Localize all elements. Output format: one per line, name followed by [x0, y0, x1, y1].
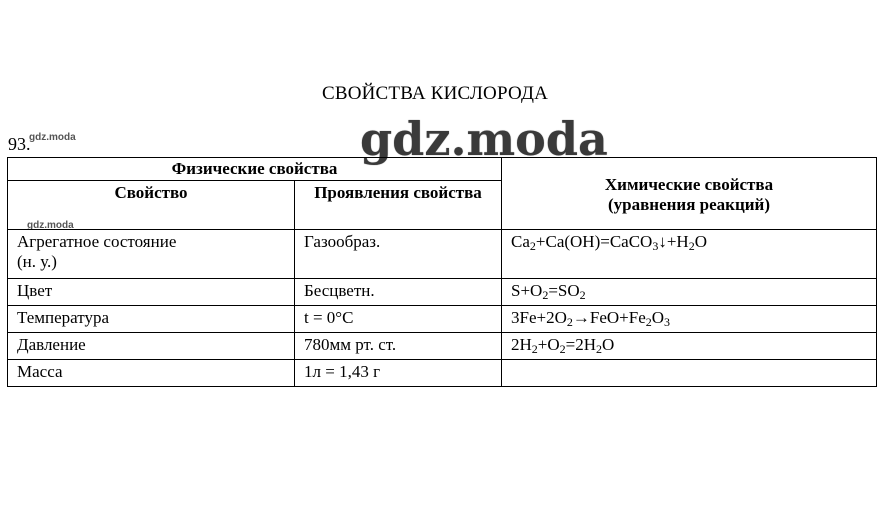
eq-part: Ca [511, 232, 530, 251]
eq-subscript: 2 [688, 239, 695, 253]
eq-subscript: 2 [596, 342, 603, 356]
table-row [8, 333, 877, 360]
value-cell: t = 0°С [295, 306, 502, 333]
equation-cell [502, 279, 877, 306]
manifestation-column-header: Проявления свойства [295, 181, 502, 230]
watermark-large: gdz.moda [360, 112, 608, 166]
eq-part: =SO [548, 281, 580, 300]
eq-subscript: 3 [664, 315, 671, 329]
eq-part: 3Fe+2O [511, 308, 567, 327]
property-line1: Агрегатное состояние [17, 232, 177, 251]
eq-part: S+O [511, 281, 543, 300]
eq-subscript: 2 [566, 315, 573, 329]
table-row [8, 279, 877, 306]
header-row-top [8, 158, 877, 181]
property-column-header: Свойство [8, 181, 295, 230]
value-cell: Газообраз. [295, 230, 502, 279]
watermark-small-middle: gdz.moda [27, 220, 74, 231]
eq-part: 2H [511, 335, 532, 354]
chemical-header-line2: (уравнения реакций) [607, 194, 770, 214]
property-cell: Температура [8, 306, 295, 333]
eq-part: →FeO+Fe [572, 308, 646, 327]
table-row [8, 230, 877, 279]
physical-properties-header: Физические свойства [8, 158, 502, 181]
eq-subscript: 2 [579, 288, 586, 302]
eq-subscript: 2 [559, 342, 566, 356]
eq-part: =2H [565, 335, 597, 354]
value-cell: 780мм рт. ст. [295, 333, 502, 360]
equation-cell [502, 230, 877, 279]
property-cell: Давление [8, 333, 295, 360]
equation-cell [502, 306, 877, 333]
property-cell [8, 230, 295, 279]
chemical-header-line1: Химические свойства [604, 174, 774, 194]
equation-cell [502, 333, 877, 360]
task-number: 93. [8, 134, 31, 154]
equation-cell-empty [502, 360, 877, 387]
oxygen-properties-table [7, 157, 877, 387]
eq-subscript: 2 [529, 239, 536, 253]
eq-subscript: 2 [645, 315, 652, 329]
page-title: СВОЙСТВА КИСЛОРОДА [321, 83, 549, 104]
property-cell: Цвет [8, 279, 295, 306]
eq-part: +O [537, 335, 560, 354]
value-cell: 1л = 1,43 г [295, 360, 502, 387]
eq-part: +Ca(OH)=CaCO [535, 232, 653, 251]
value-cell: Бесцветн. [295, 279, 502, 306]
eq-part: ↓+H [658, 232, 689, 251]
eq-part: O [602, 335, 615, 354]
eq-part: O [694, 232, 707, 251]
eq-subscript: 2 [542, 288, 549, 302]
eq-subscript: 3 [652, 239, 659, 253]
chemical-properties-header [502, 158, 877, 230]
watermark-small-top: gdz.moda [29, 132, 76, 143]
property-cell: Масса [8, 360, 295, 387]
table-row [8, 360, 877, 387]
table-row [8, 306, 877, 333]
eq-subscript: 2 [531, 342, 538, 356]
eq-part: O [651, 308, 665, 327]
property-line2: (н. у.) [17, 252, 57, 271]
